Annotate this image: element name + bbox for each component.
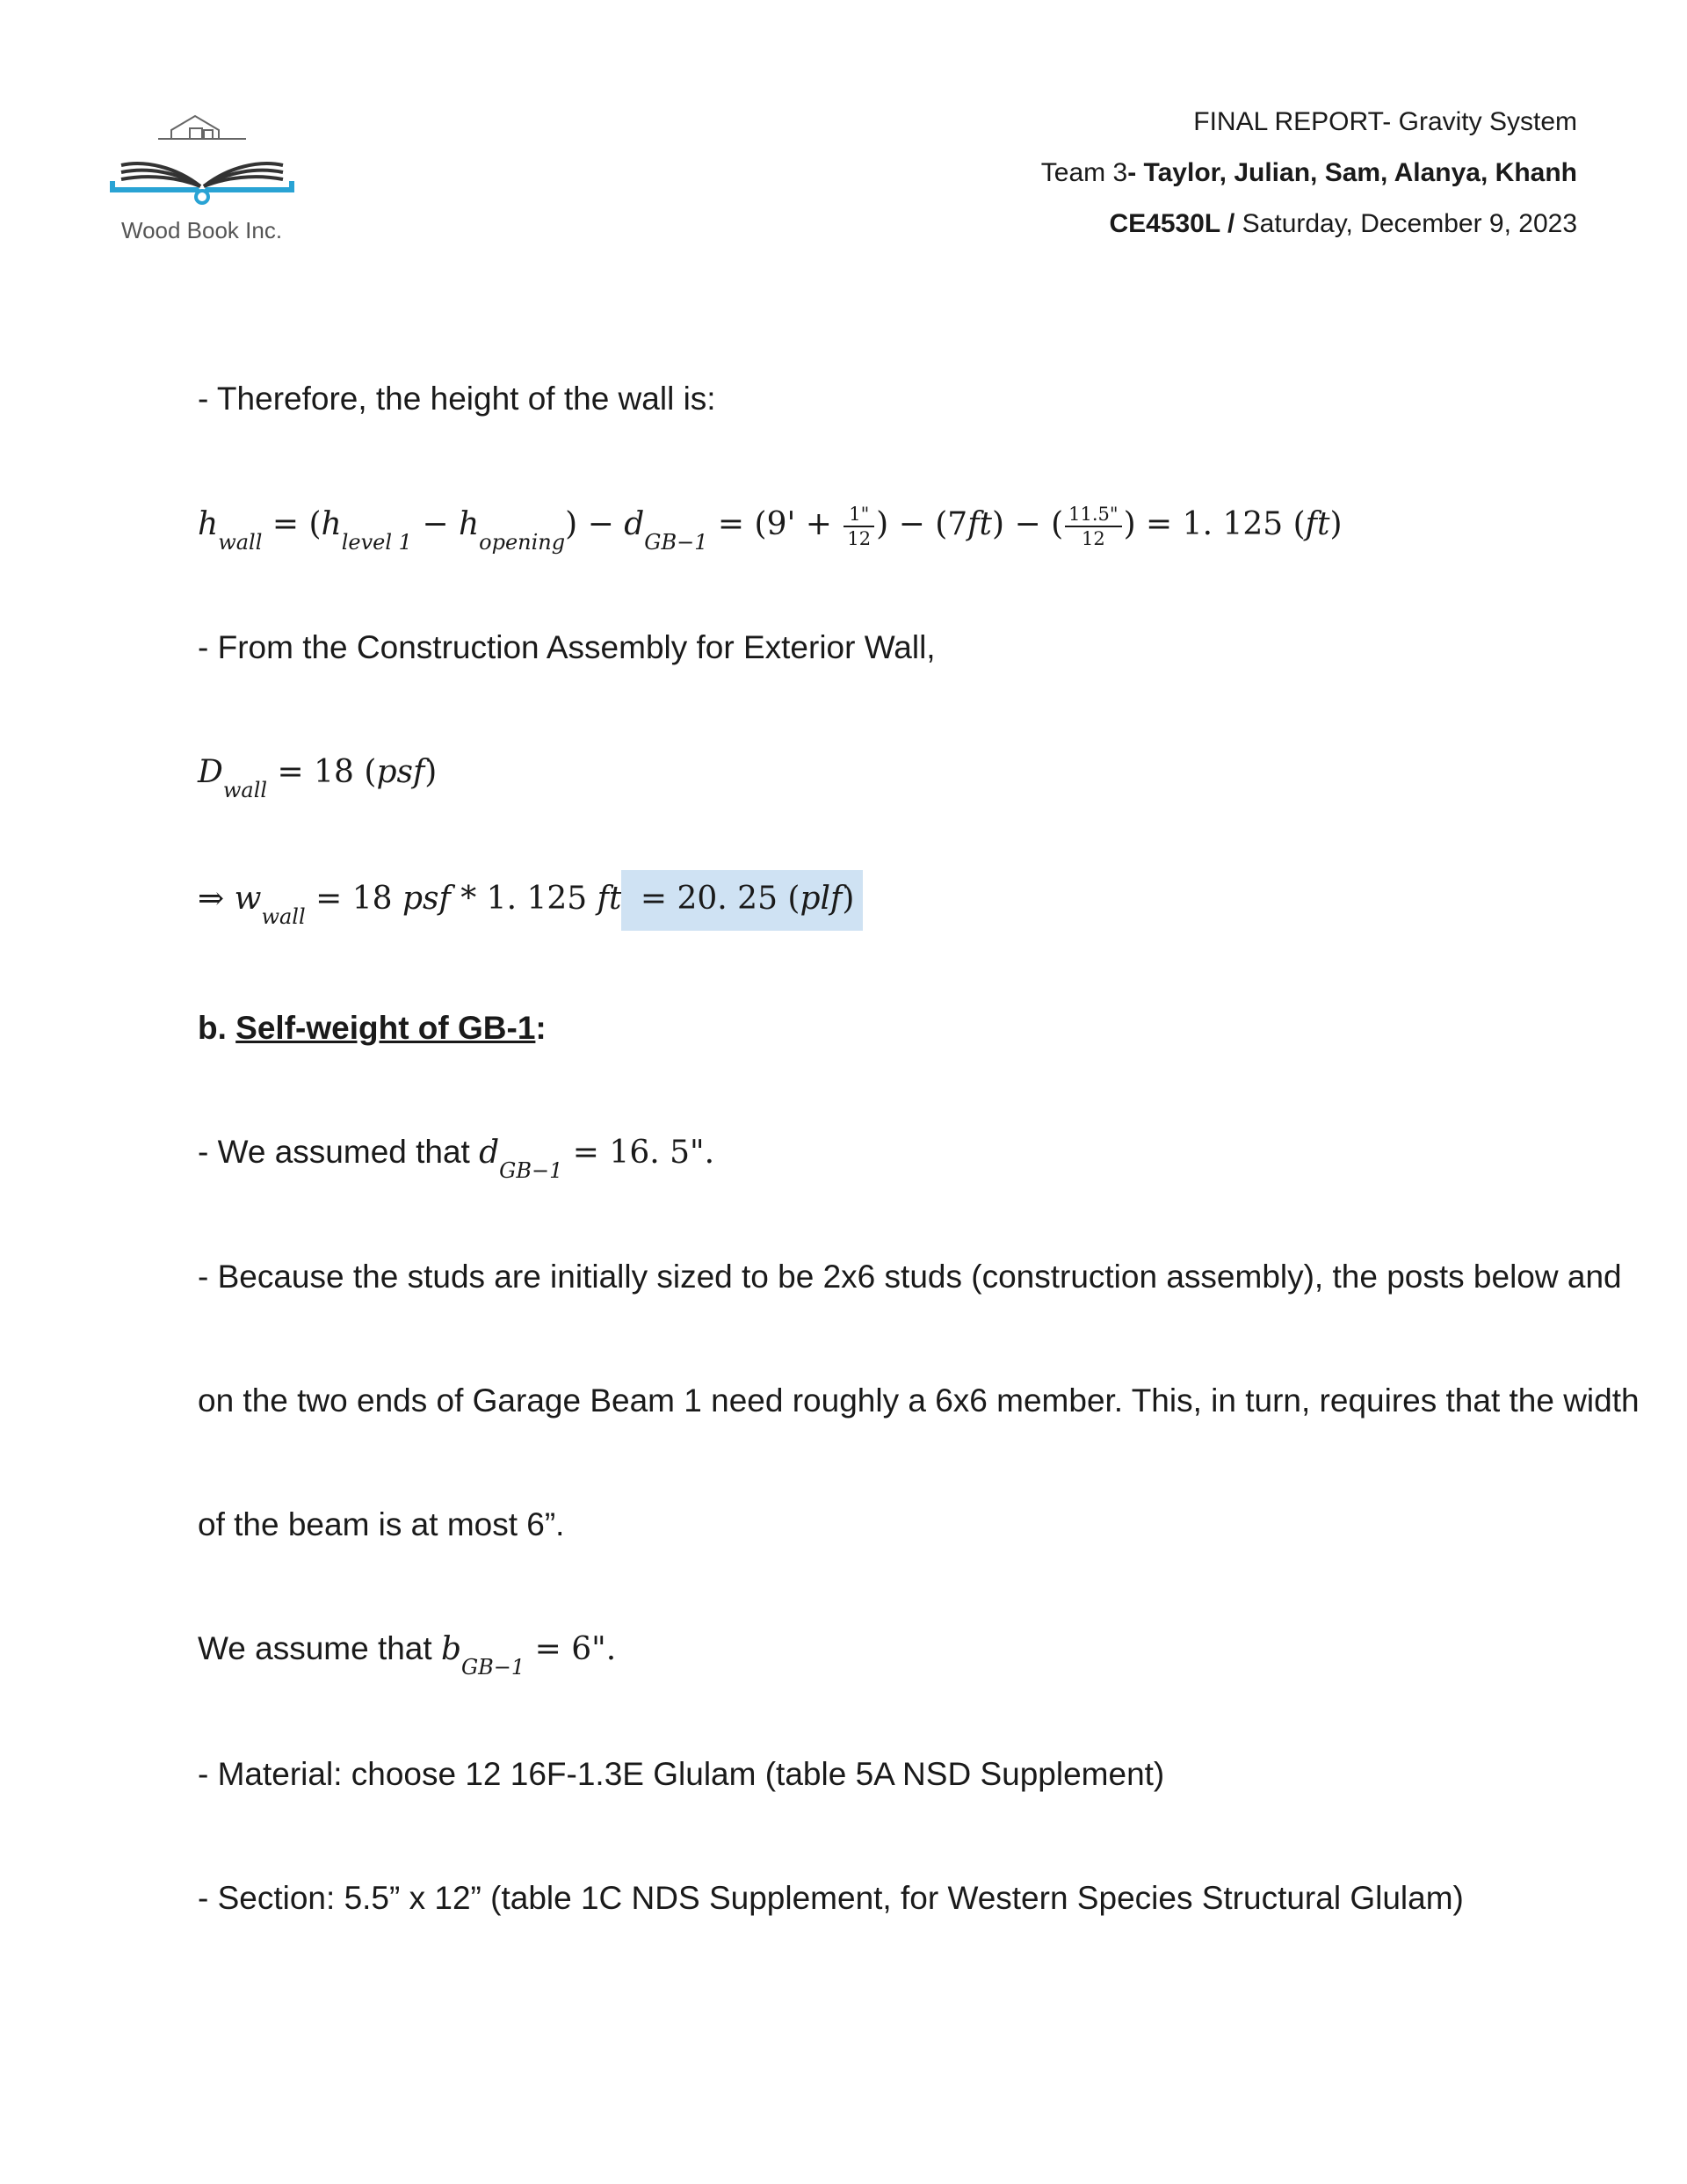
- paragraph-section: - Section: 5.5” x 12” (table 1C NDS Supplement, for Western Species Structural Glulam): [198, 1880, 1464, 1916]
- paragraph-studs-line3: of the beam is at most 6”.: [198, 1506, 565, 1542]
- equation-wall-height: $h_{wall} = (h_{level 1} - h_{opening}) - d_{GB-1} = (9'$ + $\frac{1"}{12}$ ) − (7ft) − ( $\frac{11.5"}{12}$ ) = 1. 125 (ft): [198, 504, 1343, 555]
- highlighted-result: = 20. 25 (plf): [621, 870, 863, 931]
- book-house-logo-icon: [105, 105, 299, 211]
- company-logo: [105, 105, 299, 243]
- team-members: - Taylor, Julian, Sam, Alanya, Khanh: [1127, 158, 1577, 187]
- fraction-11-5-12: $\frac{11.5"}{12}$: [1065, 503, 1121, 550]
- paragraph-material: - Material: choose 12 16F-1.3E Glulam (table 5A NSD Supplement): [198, 1756, 1165, 1792]
- fraction-1-12: $\frac{1"}{12}$: [844, 503, 874, 550]
- paragraph-wall-height: - Therefore, the height of the wall is:: [198, 381, 716, 417]
- section-b-heading: b. Self-weight of GB-1:: [198, 1010, 547, 1046]
- team-label: Team 3: [1040, 158, 1128, 187]
- paragraph-construction-assembly: - From the Construction Assembly for Exterior Wall,: [198, 629, 936, 665]
- paragraph-studs-line1: - Because the studs are initially sized to be 2x6 studs (construction assembly), the posts below and: [198, 1259, 1622, 1295]
- course-date-line: [1109, 209, 1577, 239]
- equation-dead-load-wall: $D_{wall} = 18$ (psf): [198, 754, 438, 802]
- paragraph-studs-line2: on the two ends of Garage Beam 1 need roughly a 6x6 member. This, in turn, requires that the width: [198, 1382, 1640, 1419]
- company-name: Wood Book Inc.: [121, 217, 283, 243]
- paragraph-assumed-depth: - We assumed that $d_{GB-1} = 16$. 5".: [198, 1134, 715, 1183]
- team-line: [1041, 158, 1577, 188]
- course-code: CE4530L /: [1109, 209, 1235, 238]
- report-date: Saturday, December 9, 2023: [1242, 209, 1577, 238]
- report-title: FINAL REPORT- Gravity System: [1193, 107, 1577, 136]
- paragraph-assumed-width: We assume that $b_{GB-1} = 6$".: [198, 1630, 617, 1680]
- equation-wall-line-load: ⇒ $w_{wall} = 18$ psf * 1. 125 ft = 20. 25 (plf): [198, 881, 863, 917]
